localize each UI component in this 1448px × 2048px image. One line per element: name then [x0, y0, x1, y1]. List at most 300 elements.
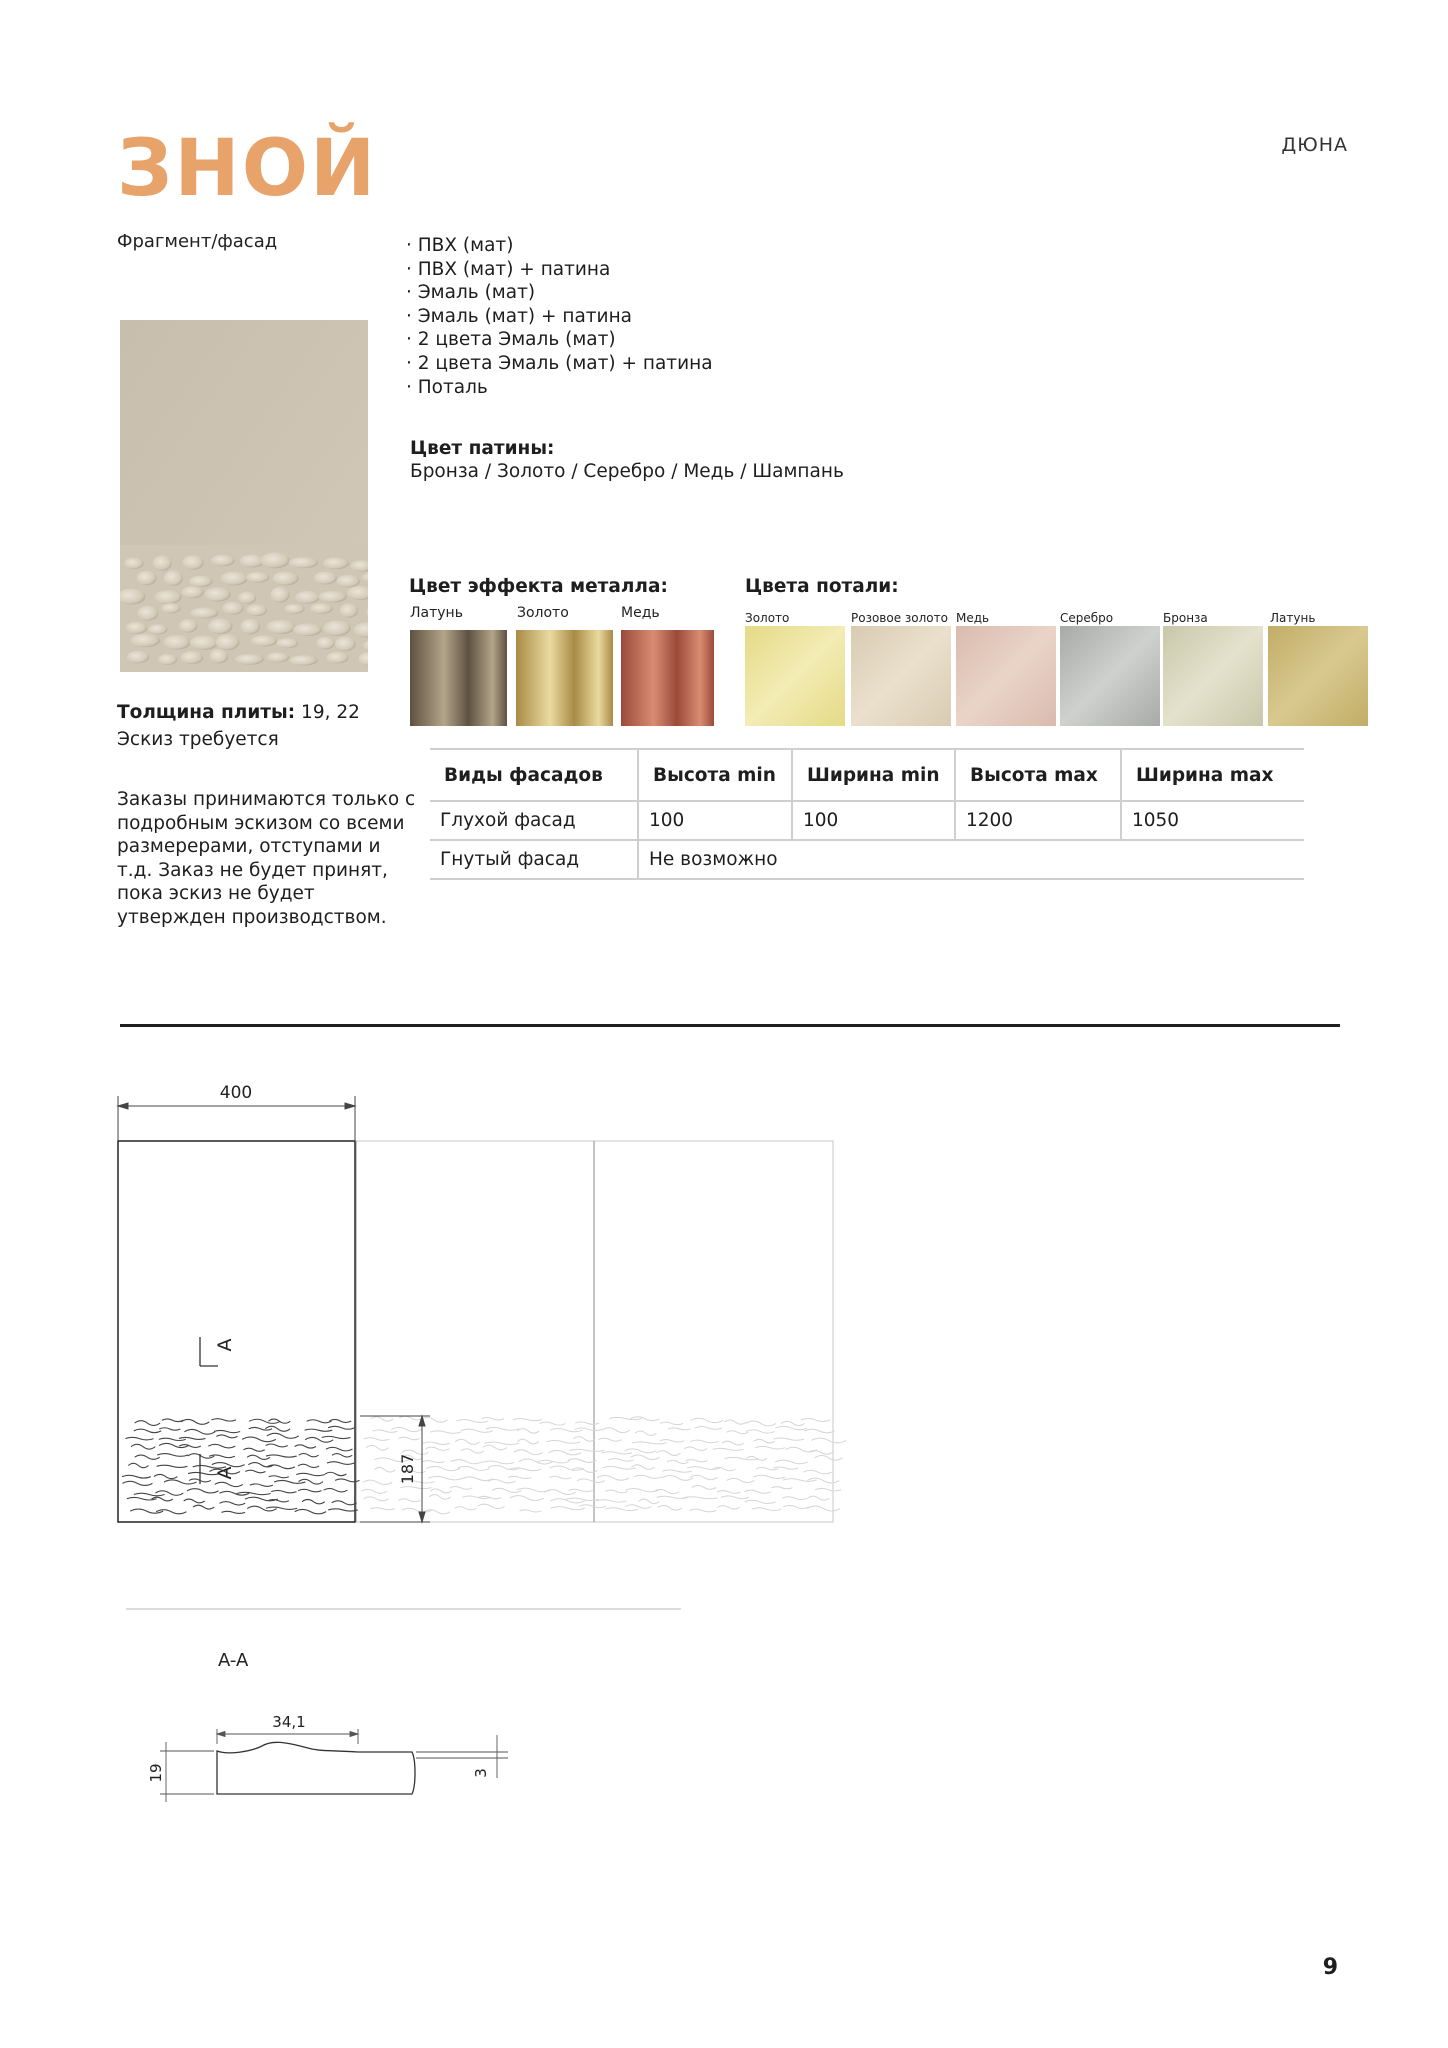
- texture-stroke: [298, 1489, 321, 1491]
- texture-stroke: [188, 1454, 215, 1459]
- gilding-swatch: [1268, 626, 1368, 726]
- texture-stroke: [746, 1456, 767, 1460]
- texture-stroke: [156, 1510, 186, 1514]
- texture-stroke: [249, 1427, 272, 1430]
- texture-stroke: [332, 1454, 352, 1457]
- table-header: Виды фасадов: [430, 749, 638, 801]
- texture-stroke: [328, 1509, 358, 1511]
- texture-stroke: [624, 1449, 656, 1453]
- texture-bump: [190, 635, 219, 649]
- texture-bump: [182, 555, 203, 570]
- texture-stroke: [662, 1470, 691, 1472]
- texture-stroke: [193, 1465, 226, 1468]
- metal-swatch-label: Медь: [621, 605, 660, 621]
- texture-stroke: [486, 1427, 519, 1430]
- texture-stroke: [662, 1476, 693, 1481]
- texture-stroke: [609, 1417, 642, 1419]
- texture-stroke: [461, 1449, 484, 1453]
- texture-stroke: [773, 1467, 798, 1469]
- texture-stroke: [514, 1450, 543, 1455]
- table-row: [430, 801, 1304, 840]
- finish-item: · 2 цвета Эмаль (мат): [406, 328, 713, 352]
- texture-stroke: [403, 1470, 426, 1473]
- texture-stroke: [635, 1431, 656, 1435]
- texture-stroke: [685, 1460, 707, 1462]
- texture-stroke: [510, 1496, 544, 1501]
- gilding-swatch: [745, 626, 845, 726]
- profile-thickness-label: 19: [147, 1763, 165, 1783]
- texture-stroke: [266, 1444, 288, 1447]
- texture-stroke: [370, 1508, 394, 1510]
- height-dimension: [360, 1416, 430, 1522]
- texture-stroke: [549, 1450, 581, 1454]
- texture-stroke: [726, 1431, 748, 1434]
- panel-ghost: [356, 1141, 594, 1522]
- texture-stroke: [327, 1462, 354, 1465]
- texture-stroke: [221, 1511, 245, 1513]
- texture-stroke: [577, 1479, 605, 1483]
- texture-stroke: [299, 1453, 319, 1456]
- texture-stroke: [296, 1473, 325, 1475]
- texture-stroke: [295, 1445, 316, 1448]
- gilding-swatch-label: Золото: [745, 611, 790, 625]
- texture-stroke: [425, 1447, 449, 1450]
- panel-outline: [118, 1141, 355, 1522]
- texture-bump: [162, 603, 181, 613]
- texture-stroke: [399, 1416, 423, 1420]
- texture-stroke: [602, 1452, 632, 1454]
- texture-stroke: [152, 1497, 173, 1501]
- texture-stroke: [184, 1429, 215, 1434]
- texture-stroke: [544, 1490, 575, 1495]
- texture-bump: [180, 651, 203, 664]
- patina-values: Бронза / Золото / Серебро / Медь / Шампань: [410, 461, 844, 482]
- texture-stroke: [657, 1451, 681, 1456]
- metal-swatch: [410, 630, 507, 726]
- texture-stroke: [188, 1472, 220, 1474]
- texture-stroke: [658, 1505, 682, 1510]
- texture-stroke: [803, 1470, 831, 1474]
- table-header: Высота max: [955, 749, 1121, 801]
- texture-stroke: [422, 1461, 444, 1463]
- texture-stroke: [631, 1417, 660, 1421]
- texture-stroke: [159, 1438, 186, 1440]
- texture-bump: [211, 555, 235, 566]
- texture-bump: [246, 572, 269, 583]
- texture-bump: [155, 590, 182, 604]
- texture-stroke: [519, 1459, 553, 1464]
- texture-stroke: [517, 1429, 539, 1433]
- texture-stroke: [783, 1479, 817, 1482]
- texture-stroke: [428, 1476, 463, 1479]
- texture-stroke: [483, 1445, 507, 1450]
- texture-stroke: [690, 1475, 717, 1479]
- texture-stroke: [131, 1444, 155, 1449]
- texture-stroke: [773, 1438, 804, 1440]
- texture-stroke: [250, 1484, 273, 1487]
- texture-stroke: [691, 1418, 723, 1422]
- texture-stroke: [398, 1437, 419, 1440]
- texture-stroke: [134, 1493, 165, 1496]
- texture-bump: [323, 557, 349, 569]
- texture-stroke: [550, 1429, 583, 1432]
- texture-stroke: [602, 1428, 629, 1433]
- texture-stroke: [402, 1455, 423, 1460]
- metal-swatch-label: Золото: [517, 605, 569, 621]
- texture-stroke: [775, 1460, 807, 1464]
- metal-swatch-label: Латунь: [410, 605, 463, 621]
- texture-bump: [148, 624, 167, 634]
- texture-stroke: [271, 1490, 296, 1492]
- texture-stroke: [478, 1496, 501, 1499]
- profile-section: [217, 1742, 415, 1794]
- plate-thickness-value: 19, 22: [301, 702, 360, 723]
- finish-item: · 2 цвета Эмаль (мат) + патина: [406, 352, 713, 376]
- texture-stroke: [125, 1437, 153, 1440]
- texture-stroke: [811, 1438, 846, 1443]
- texture-stroke: [322, 1436, 351, 1438]
- texture-bump: [126, 622, 147, 634]
- texture-bump: [221, 571, 248, 585]
- section-mark-label: A: [214, 1466, 236, 1480]
- gilding-swatch-label: Серебро: [1060, 611, 1114, 625]
- texture-stroke: [754, 1439, 775, 1443]
- texture-bump: [310, 603, 333, 614]
- texture-stroke: [245, 1470, 265, 1473]
- texture-stroke: [631, 1465, 654, 1469]
- texture-stroke: [181, 1419, 209, 1424]
- texture-stroke: [326, 1447, 353, 1451]
- texture-stroke: [216, 1435, 237, 1438]
- texture-stroke: [127, 1497, 157, 1500]
- gilding-swatch: [1163, 626, 1263, 726]
- texture-bump: [337, 575, 360, 588]
- collection-name: ДЮНА: [1281, 134, 1348, 156]
- texture-stroke: [569, 1449, 604, 1451]
- texture-bump: [130, 634, 160, 647]
- texture-stroke: [421, 1417, 448, 1422]
- texture-bump: [267, 652, 290, 662]
- gilding-swatch: [851, 626, 951, 726]
- gilding-swatch-label: Розовое золото: [851, 611, 948, 625]
- texture-stroke: [247, 1506, 276, 1511]
- finish-item: · Эмаль (мат) + патина: [406, 305, 713, 329]
- texture-stroke: [551, 1499, 585, 1503]
- texture-stroke: [298, 1464, 319, 1467]
- texture-stroke: [424, 1510, 450, 1514]
- texture-stroke: [804, 1429, 834, 1433]
- texture-stroke: [815, 1455, 843, 1460]
- texture-stroke: [684, 1497, 718, 1499]
- texture-stroke: [122, 1481, 152, 1485]
- table-cell: 100: [638, 801, 792, 840]
- table-header: Высота min: [638, 749, 792, 801]
- texture-bump: [222, 602, 243, 615]
- table-header: Ширина max: [1121, 749, 1304, 801]
- texture-bump: [284, 604, 304, 614]
- texture-stroke: [549, 1476, 571, 1479]
- texture-stroke: [209, 1455, 235, 1458]
- section-marker: [200, 1337, 218, 1484]
- height-dimension-label: 187: [398, 1453, 417, 1485]
- texture-stroke: [209, 1469, 240, 1474]
- texture-stroke: [187, 1489, 218, 1493]
- texture-stroke: [667, 1460, 689, 1463]
- gilding-title: Цвета потали:: [745, 576, 899, 597]
- texture-bump: [260, 552, 289, 568]
- texture-stroke: [212, 1463, 245, 1467]
- texture-bump: [293, 624, 322, 636]
- texture-stroke: [815, 1488, 841, 1491]
- texture-stroke: [483, 1461, 515, 1464]
- gilding-swatch: [956, 626, 1056, 726]
- texture-stroke: [179, 1445, 201, 1448]
- texture-stroke: [513, 1419, 542, 1421]
- texture-stroke: [566, 1498, 599, 1501]
- texture-zone-ghost: [361, 1416, 846, 1514]
- texture-stroke: [268, 1500, 289, 1502]
- facade-fragment-image: [120, 320, 368, 672]
- texture-stroke: [492, 1488, 522, 1492]
- profile-depth-label: 3: [472, 1768, 490, 1778]
- table-cell: Глухой фасад: [430, 801, 638, 840]
- patina-title: Цвет патины:: [410, 438, 555, 459]
- texture-stroke: [299, 1479, 323, 1484]
- texture-stroke: [783, 1505, 809, 1508]
- texture-stroke: [268, 1419, 290, 1423]
- texture-stroke: [214, 1430, 240, 1432]
- texture-stroke: [373, 1430, 398, 1432]
- texture-bump: [127, 651, 149, 664]
- texture-bump: [277, 638, 299, 648]
- texture-stroke: [482, 1417, 504, 1420]
- texture-stroke: [807, 1506, 840, 1511]
- texture-bump: [326, 652, 348, 663]
- texture-stroke: [366, 1445, 388, 1450]
- texture-stroke: [596, 1500, 626, 1502]
- texture-stroke: [363, 1438, 389, 1441]
- texture-stroke: [430, 1431, 461, 1433]
- texture-bump: [164, 570, 183, 586]
- texture-stroke: [462, 1477, 493, 1481]
- texture-stroke: [668, 1428, 690, 1430]
- texture-bump: [241, 619, 260, 634]
- texture-stroke: [725, 1457, 759, 1459]
- texture-stroke: [332, 1501, 357, 1505]
- texture-bump: [216, 634, 240, 650]
- texture-stroke: [717, 1506, 739, 1509]
- texture-stroke: [324, 1488, 348, 1491]
- texture-stroke: [517, 1439, 538, 1444]
- texture-stroke: [454, 1507, 476, 1510]
- texture-stroke: [478, 1504, 505, 1508]
- texture-stroke: [752, 1508, 782, 1511]
- specs-table: [430, 748, 1304, 880]
- texture-stroke: [551, 1507, 585, 1510]
- texture-stroke: [687, 1467, 720, 1470]
- texture-stroke: [632, 1442, 667, 1444]
- texture-stroke: [575, 1428, 602, 1431]
- texture-stroke: [540, 1422, 566, 1425]
- texture-stroke: [402, 1450, 428, 1454]
- texture-stroke: [130, 1509, 163, 1513]
- texture-stroke: [450, 1486, 472, 1489]
- texture-bump: [124, 558, 143, 569]
- texture-stroke: [159, 1428, 180, 1430]
- finish-item: · ПВХ (мат) + патина: [406, 258, 713, 282]
- texture-stroke: [724, 1420, 746, 1424]
- texture-stroke: [727, 1478, 755, 1482]
- texture-stroke: [335, 1479, 359, 1482]
- texture-stroke: [692, 1486, 716, 1490]
- texture-stroke: [597, 1475, 629, 1480]
- texture-stroke: [266, 1507, 297, 1509]
- texture-stroke: [189, 1479, 211, 1482]
- texture-stroke: [154, 1474, 177, 1478]
- texture-stroke: [128, 1463, 148, 1467]
- texture-stroke: [801, 1419, 830, 1422]
- texture-bump: [138, 606, 159, 621]
- texture-bump: [289, 557, 318, 568]
- texture-stroke: [157, 1465, 188, 1467]
- texture-stroke: [807, 1478, 839, 1483]
- texture-bump: [316, 637, 334, 649]
- texture-stroke: [488, 1480, 516, 1484]
- texture-stroke: [462, 1496, 491, 1499]
- texture-stroke: [755, 1446, 785, 1449]
- section-mark-label: A: [214, 1338, 236, 1352]
- texture-stroke: [608, 1459, 634, 1461]
- texture-bump: [158, 654, 177, 665]
- metal-swatch: [621, 630, 714, 726]
- texture-stroke: [242, 1437, 276, 1442]
- texture-stroke: [371, 1417, 394, 1421]
- texture-stroke: [746, 1421, 776, 1426]
- section-divider: [120, 1024, 1340, 1027]
- texture-stroke: [625, 1505, 651, 1509]
- texture-stroke: [695, 1427, 722, 1430]
- texture-stroke: [605, 1508, 638, 1511]
- texture-stroke: [639, 1499, 660, 1504]
- texture-bump: [335, 637, 356, 651]
- texture-stroke: [660, 1440, 684, 1442]
- texture-stroke: [307, 1420, 332, 1423]
- texture-stroke: [538, 1460, 569, 1463]
- section-title: A-A: [218, 1650, 249, 1671]
- plate-thickness-label: Толщина плиты:: [117, 702, 296, 723]
- texture-stroke: [426, 1466, 459, 1470]
- texture-bump: [295, 591, 320, 604]
- texture-bump: [179, 619, 197, 633]
- gilding-swatch-label: Медь: [956, 611, 990, 625]
- texture-stroke: [756, 1467, 778, 1469]
- texture-stroke: [722, 1441, 744, 1445]
- texture-stroke: [267, 1433, 299, 1438]
- table-header-row: [430, 749, 1304, 801]
- plate-thickness: [117, 702, 360, 723]
- sketch-required: Эскиз требуется: [117, 729, 279, 750]
- gilding-swatch-label: Бронза: [1163, 611, 1208, 625]
- texture-stroke: [219, 1491, 249, 1495]
- texture-stroke: [402, 1508, 432, 1512]
- texture-stroke: [461, 1429, 493, 1432]
- table-row: [430, 840, 1304, 879]
- texture-stroke: [721, 1496, 749, 1499]
- texture-stroke: [398, 1499, 420, 1502]
- texture-stroke: [579, 1505, 606, 1508]
- texture-stroke: [305, 1429, 333, 1431]
- texture-bump: [210, 649, 229, 663]
- order-note: Заказы принимаются только с подробным эскизом со всеми размерерами, отступами и т.д. Заказ не будет принят, пока эскиз не будет утвержден производством.: [117, 789, 416, 928]
- texture-stroke: [520, 1510, 542, 1512]
- texture-bump: [251, 635, 277, 646]
- texture-bump: [235, 654, 264, 665]
- texture-bump: [182, 586, 204, 598]
- texture-stroke: [625, 1489, 658, 1492]
- texture-stroke: [162, 1419, 183, 1422]
- texture-stroke: [656, 1496, 688, 1498]
- texture-stroke: [782, 1497, 808, 1500]
- texture-bump: [323, 620, 350, 635]
- gilding-swatch-label: Латунь: [1270, 611, 1316, 625]
- texture-stroke: [575, 1422, 599, 1424]
- texture-stroke: [745, 1500, 776, 1503]
- metal-effect-title: Цвет эффекта металла:: [409, 576, 668, 597]
- texture-stroke: [485, 1442, 519, 1444]
- texture-stroke: [219, 1502, 245, 1506]
- texture-stroke: [193, 1505, 214, 1509]
- texture-stroke: [122, 1475, 151, 1478]
- texture-stroke: [429, 1495, 450, 1500]
- table-cell: 1200: [955, 801, 1121, 840]
- texture-stroke: [269, 1476, 289, 1478]
- texture-zone: [122, 1419, 359, 1514]
- texture-stroke: [248, 1463, 273, 1467]
- texture-stroke: [456, 1420, 488, 1423]
- texture-stroke: [602, 1466, 636, 1469]
- texture-bump: [272, 572, 298, 586]
- table-cell: 100: [792, 801, 955, 840]
- texture-stroke: [265, 1426, 290, 1431]
- texture-stroke: [786, 1447, 817, 1452]
- width-dimension-label: 400: [219, 1083, 253, 1103]
- texture-stroke: [488, 1465, 520, 1469]
- finish-item: · Эмаль (мат): [406, 281, 713, 305]
- texture-stroke: [157, 1454, 188, 1457]
- texture-stroke: [135, 1421, 160, 1426]
- width-dimension: [118, 1096, 355, 1140]
- metal-swatch: [516, 630, 613, 726]
- texture-stroke: [744, 1490, 771, 1493]
- texture-stroke: [363, 1480, 392, 1484]
- texture-stroke: [325, 1472, 346, 1475]
- texture-bump: [137, 571, 157, 586]
- page-number: 9: [1322, 1955, 1338, 1980]
- texture-stroke: [247, 1455, 270, 1459]
- texture-bump: [190, 608, 218, 619]
- texture-stroke: [423, 1442, 450, 1445]
- texture-stroke: [430, 1489, 451, 1493]
- texture-stroke: [568, 1459, 596, 1463]
- texture-stroke: [509, 1468, 541, 1471]
- texture-stroke: [391, 1427, 421, 1431]
- texture-stroke: [605, 1490, 627, 1493]
- texture-stroke: [634, 1475, 662, 1478]
- texture-stroke: [364, 1497, 389, 1501]
- texture-stroke: [508, 1476, 531, 1478]
- gilding-swatch: [1060, 626, 1160, 726]
- texture-stroke: [245, 1497, 278, 1501]
